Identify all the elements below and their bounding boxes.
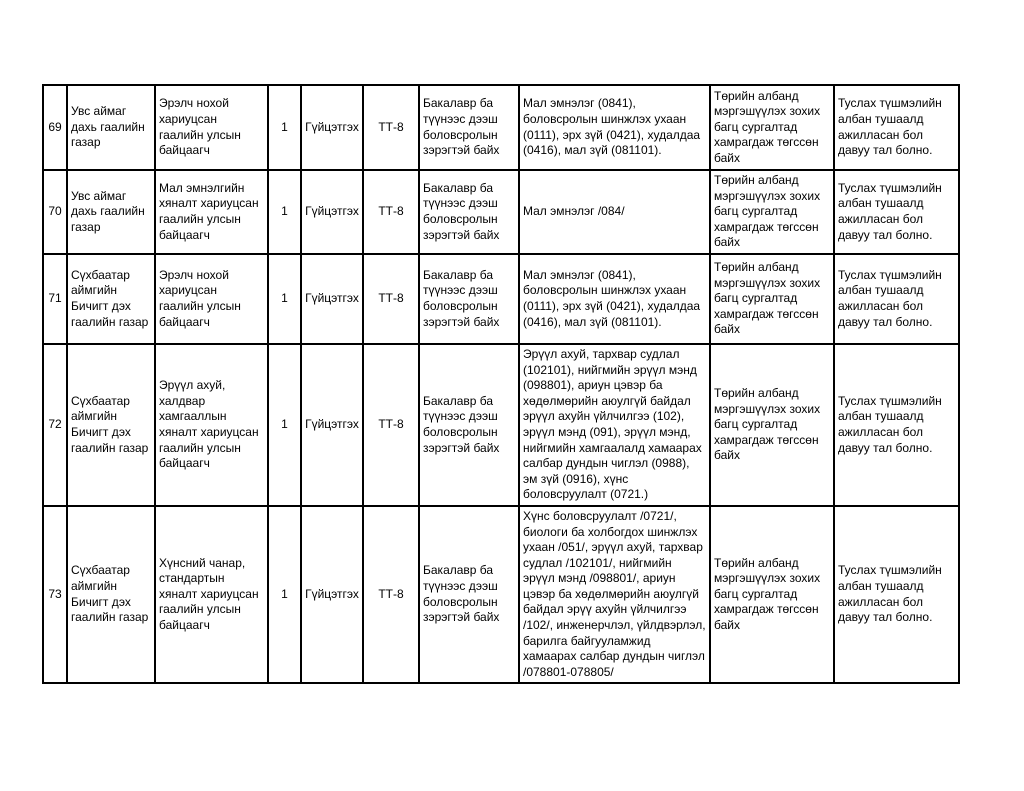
cell-position: Хүнсний чанар, стандартын хяналт хариуцсан гаалийн улсын байцаагч bbox=[155, 506, 268, 684]
cell-education: Бакалавр ба түүнээс дээш боловсролын зэрэгтэй байх bbox=[419, 506, 519, 684]
cell-position: Эрүүл ахуй, халдвар хамгааллын хяналт хариуцсан гаалийн улсын байцаагч bbox=[155, 344, 268, 506]
cell-row-number: 71 bbox=[43, 254, 67, 344]
cell-position: Мал эмнэлгийн хяналт хариуцсан гаалийн улсын байцаагч bbox=[155, 170, 268, 254]
cell-preference: Туслах түшмэлийн албан тушаалд ажилласан бол давуу тал болно. bbox=[834, 254, 959, 344]
cell-organization: Увс аймаг дахь гаалийн газар bbox=[67, 170, 155, 254]
cell-preference: Туслах түшмэлийн албан тушаалд ажилласан бол давуу тал болно. bbox=[834, 170, 959, 254]
cell-duty-type: Гүйцэтгэх bbox=[301, 170, 363, 254]
cell-duty-type: Гүйцэтгэх bbox=[301, 344, 363, 506]
cell-preference: Туслах түшмэлийн албан тушаалд ажилласан бол давуу тал болно. bbox=[834, 506, 959, 684]
cell-row-number: 73 bbox=[43, 506, 67, 684]
cell-specialty: Мал эмнэлэг (0841), боловсролын шинжлэх ухаан (0111), эрх зүй (0421), худалдаа (0416), мал зүй (081101). bbox=[519, 85, 710, 170]
cell-position: Эрэлч нохой хариуцсан гаалийн улсын байцаагч bbox=[155, 85, 268, 170]
cell-grade: ТТ-8 bbox=[363, 344, 419, 506]
cell-specialty: Эрүүл ахуй, тархвар судлал (102101), нийгмийн эрүүл мэнд (098801), ариун цэвэр ба хөдөлмөрийн аюулгүй байдал эрүүл ахуйн үйлчилгээ (102), эрүүл мэнд (091), эрүүл мэнд, нийгмийн хамгаалалд хамаарах салбар дундын чиглэл (0988), эм зүй (0916), хүнс боловсруулалт (0721.) bbox=[519, 344, 710, 506]
cell-count: 1 bbox=[268, 85, 301, 170]
cell-grade: ТТ-8 bbox=[363, 170, 419, 254]
cell-training: Төрийн албанд мэргэшүүлэх зохих багц сургалтад хамрагдаж төгссөн байх bbox=[710, 254, 834, 344]
vacancy-table bbox=[42, 84, 960, 684]
cell-duty-type: Гүйцэтгэх bbox=[301, 85, 363, 170]
cell-specialty: Мал эмнэлэг (0841), боловсролын шинжлэх ухаан (0111), эрх зүй (0421), худалдаа (0416), мал зүй (081101). bbox=[519, 254, 710, 344]
cell-count: 1 bbox=[268, 254, 301, 344]
cell-education: Бакалавр ба түүнээс дээш боловсролын зэрэгтэй байх bbox=[419, 254, 519, 344]
cell-training: Төрийн албанд мэргэшүүлэх зохих багц сургалтад хамрагдаж төгссөн байх bbox=[710, 170, 834, 254]
cell-education: Бакалавр ба түүнээс дээш боловсролын зэрэгтэй байх bbox=[419, 85, 519, 170]
cell-count: 1 bbox=[268, 506, 301, 684]
cell-preference: Туслах түшмэлийн албан тушаалд ажилласан бол давуу тал болно. bbox=[834, 344, 959, 506]
cell-training: Төрийн албанд мэргэшүүлэх зохих багц сургалтад хамрагдаж төгссөн байх bbox=[710, 344, 834, 506]
cell-count: 1 bbox=[268, 170, 301, 254]
cell-row-number: 70 bbox=[43, 170, 67, 254]
table-row bbox=[43, 170, 959, 254]
cell-duty-type: Гүйцэтгэх bbox=[301, 506, 363, 684]
table-row bbox=[43, 254, 959, 344]
cell-specialty: Мал эмнэлэг /084/ bbox=[519, 170, 710, 254]
cell-grade: ТТ-8 bbox=[363, 506, 419, 684]
cell-duty-type: Гүйцэтгэх bbox=[301, 254, 363, 344]
table-row bbox=[43, 344, 959, 506]
table-row bbox=[43, 85, 959, 170]
cell-education: Бакалавр ба түүнээс дээш боловсролын зэрэгтэй байх bbox=[419, 170, 519, 254]
cell-position: Эрэлч нохой хариуцсан гаалийн улсын байцаагч bbox=[155, 254, 268, 344]
table-row bbox=[43, 506, 959, 684]
cell-row-number: 69 bbox=[43, 85, 67, 170]
cell-row-number: 72 bbox=[43, 344, 67, 506]
cell-training: Төрийн албанд мэргэшүүлэх зохих багц сургалтад хамрагдаж төгссөн байх bbox=[710, 85, 834, 170]
cell-grade: ТТ-8 bbox=[363, 85, 419, 170]
cell-education: Бакалавр ба түүнээс дээш боловсролын зэрэгтэй байх bbox=[419, 344, 519, 506]
cell-organization: Увс аймаг дахь гаалийн газар bbox=[67, 85, 155, 170]
cell-organization: Сүхбаатар аймгийн Бичигт дэх гаалийн газар bbox=[67, 254, 155, 344]
cell-count: 1 bbox=[268, 344, 301, 506]
cell-specialty: Хүнс боловсруулалт /0721/, биологи ба холбогдох шинжлэх ухаан /051/, эрүүл ахуй, тархвар судлал /102101/, нийгмийн эрүүл мэнд /098801/, ариун цэвэр ба хөдөлмөрийн аюулгүй байдал эрүү ахуйн үйлчилгээ /102/, инженерчлэл, үйлдвэрлэл, барилга байгууламжид хамаарах салбар дундын чиглэл /078801-078805/ bbox=[519, 506, 710, 684]
cell-preference: Туслах түшмэлийн албан тушаалд ажилласан бол давуу тал болно. bbox=[834, 85, 959, 170]
cell-training: Төрийн албанд мэргэшүүлэх зохих багц сургалтад хамрагдаж төгссөн байх bbox=[710, 506, 834, 684]
cell-organization: Сүхбаатар аймгийн Бичигт дэх гаалийн газар bbox=[67, 344, 155, 506]
cell-grade: ТТ-8 bbox=[363, 254, 419, 344]
cell-organization: Сүхбаатар аймгийн Бичигт дэх гаалийн газар bbox=[67, 506, 155, 684]
